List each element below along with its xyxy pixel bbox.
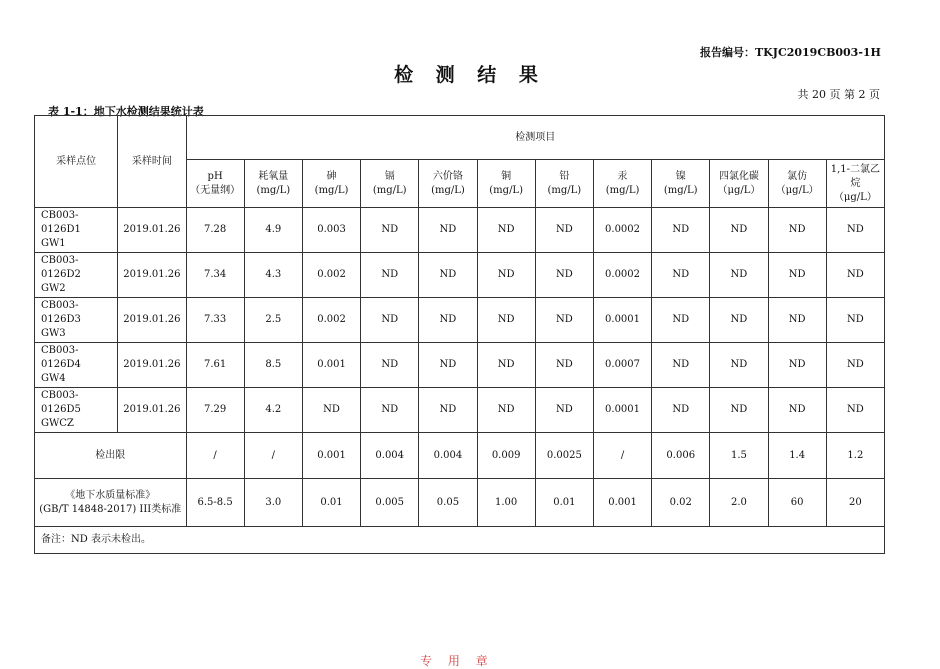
sampling-time-cell: 2019.01.26 [118,343,186,388]
page-number: 共 20 页 第 2 页 [797,88,880,101]
param-unit: （无量纲） [190,184,241,196]
value-cell: 0.0001 [593,388,651,433]
value-cell: 7.28 [186,208,244,253]
sampling-point-id: CB003-0126D1 [41,210,81,235]
value-cell: ND [768,208,826,253]
param-name: 镉 [384,170,395,182]
limit-cell: 0.004 [361,433,419,479]
value-cell: ND [826,388,884,433]
table-row [35,298,885,343]
value-cell: ND [361,253,419,298]
param-unit: （μg/L） [833,191,877,203]
value-cell: 4.2 [244,388,302,433]
value-cell: 0.002 [302,253,360,298]
value-cell: ND [768,298,826,343]
standard-cell: 6.5-8.5 [186,479,244,527]
sampling-point-well: GWCZ [41,418,74,429]
value-cell: ND [768,388,826,433]
standard-cell: 0.005 [361,479,419,527]
sampling-point-cell [35,343,118,388]
sampling-point-well: GW2 [41,283,66,294]
header-sampling-time: 采样时间 [118,116,186,208]
value-cell: ND [361,388,419,433]
value-cell: 0.0007 [593,343,651,388]
value-cell: ND [710,208,768,253]
sampling-point-id: CB003-0126D5 [41,390,81,415]
standard-cell: 0.01 [302,479,360,527]
param-name: 氯仿 [787,170,808,182]
sampling-point-id: CB003-0126D3 [41,300,81,325]
param-header [361,160,419,208]
value-cell: ND [652,298,710,343]
sampling-point-cell [35,298,118,343]
value-cell: ND [535,253,593,298]
standard-cell: 0.001 [593,479,651,527]
standard-row [35,479,885,527]
param-header [826,160,884,208]
param-unit: (mg/L) [605,184,640,196]
value-cell: 4.9 [244,208,302,253]
value-cell: ND [419,253,477,298]
detection-limit-row [35,433,885,479]
seal-stamp: 专 用 章 [420,654,494,668]
sampling-time-cell: 2019.01.26 [118,208,186,253]
limit-cell: / [186,433,244,479]
value-cell: ND [361,343,419,388]
standard-cell: 1.00 [477,479,535,527]
param-header [710,160,768,208]
value-cell: ND [652,208,710,253]
param-name: 六价铬 [432,170,463,182]
param-name: 1,1-二氯乙烷 [830,163,881,189]
limit-cell: 0.009 [477,433,535,479]
limit-cell: 1.2 [826,433,884,479]
param-unit: (mg/L) [372,184,407,196]
param-name: pH [207,170,223,182]
value-cell: ND [710,343,768,388]
param-name: 汞 [617,170,628,182]
value-cell: ND [652,388,710,433]
limit-cell: 1.5 [710,433,768,479]
limit-cell: 1.4 [768,433,826,479]
param-header [535,160,593,208]
standard-code: (GB/T 14848-2017) III类标准 [39,503,182,515]
param-header [768,160,826,208]
limit-cell: 0.001 [302,433,360,479]
param-unit: (mg/L) [431,184,465,196]
param-header [477,160,535,208]
note-row [35,527,885,554]
standard-cell: 0.05 [419,479,477,527]
limit-cell: / [244,433,302,479]
table-caption: 表 1-1：地下水检测结果统计表 [48,105,204,118]
value-cell: ND [302,388,360,433]
detection-limit-label: 检出限 [35,433,187,479]
param-name: 耗氧量 [258,170,289,182]
table-body [35,208,885,554]
standard-label [35,479,187,527]
value-cell: 8.5 [244,343,302,388]
value-cell: ND [826,343,884,388]
value-cell: 0.0002 [593,208,651,253]
limit-cell: 0.0025 [535,433,593,479]
value-cell: ND [535,343,593,388]
value-cell: 7.61 [186,343,244,388]
value-cell: 4.3 [244,253,302,298]
sampling-point-well: GW1 [41,238,66,249]
value-cell: ND [710,388,768,433]
value-cell: ND [419,298,477,343]
param-unit: （μg/L） [717,184,761,196]
param-header [593,160,651,208]
standard-cell: 0.02 [652,479,710,527]
header-sampling-point: 采样点位 [35,116,118,208]
table-row [35,253,885,298]
sampling-time-cell: 2019.01.26 [118,298,186,343]
value-cell: ND [477,253,535,298]
value-cell: ND [710,298,768,343]
value-cell: ND [652,253,710,298]
param-name: 四氯化碳 [718,170,759,182]
standard-cell: 20 [826,479,884,527]
value-cell: ND [361,298,419,343]
standard-cell: 2.0 [710,479,768,527]
sampling-point-id: CB003-0126D4 [41,345,81,370]
value-cell: ND [652,343,710,388]
value-cell: ND [477,343,535,388]
page-title: 检 测 结 果 [394,64,546,86]
value-cell: ND [826,253,884,298]
param-header [419,160,477,208]
header-test-items: 检测项目 [186,116,884,160]
param-header [652,160,710,208]
report-number: 报告编号：TKJC2019CB003-1H [700,46,881,59]
sampling-point-well: GW4 [41,373,66,384]
value-cell: ND [419,388,477,433]
limit-cell: / [593,433,651,479]
value-cell: ND [477,298,535,343]
param-name: 镍 [675,170,686,182]
sampling-point-well: GW3 [41,328,66,339]
value-cell: 7.29 [186,388,244,433]
param-unit: (mg/L) [663,184,698,196]
param-unit: (mg/L) [547,184,582,196]
value-cell: ND [710,253,768,298]
param-name: 铅 [559,170,570,182]
value-cell: ND [826,208,884,253]
limit-cell: 0.004 [419,433,477,479]
param-unit: （μg/L） [775,184,819,196]
standard-cell: 3.0 [244,479,302,527]
param-header [186,160,244,208]
param-header [244,160,302,208]
limit-cell: 0.006 [652,433,710,479]
value-cell: 0.003 [302,208,360,253]
value-cell: ND [826,298,884,343]
param-unit: (mg/L) [314,184,349,196]
value-cell: ND [535,298,593,343]
param-header [302,160,360,208]
note-text: 备注：ND 表示未检出。 [35,527,885,554]
param-name: 铜 [501,170,512,182]
param-name: 砷 [326,170,337,182]
sampling-point-cell [35,253,118,298]
value-cell: 7.33 [186,298,244,343]
value-cell: 0.002 [302,298,360,343]
value-cell: 7.34 [186,253,244,298]
sampling-point-cell [35,388,118,433]
value-cell: ND [361,208,419,253]
sampling-point-cell [35,208,118,253]
value-cell: ND [535,388,593,433]
value-cell: ND [477,388,535,433]
results-table [34,115,885,554]
standard-cell: 60 [768,479,826,527]
value-cell: ND [768,253,826,298]
value-cell: ND [535,208,593,253]
value-cell: 2.5 [244,298,302,343]
value-cell: 0.001 [302,343,360,388]
param-unit: (mg/L) [256,184,291,196]
table-row [35,343,885,388]
value-cell: 0.0001 [593,298,651,343]
table-row [35,208,885,253]
value-cell: 0.0002 [593,253,651,298]
value-cell: ND [419,208,477,253]
standard-cell: 0.01 [535,479,593,527]
param-unit: (mg/L) [489,184,523,196]
value-cell: ND [768,343,826,388]
sampling-point-id: CB003-0126D2 [41,255,81,280]
sampling-time-cell: 2019.01.26 [118,388,186,433]
value-cell: ND [419,343,477,388]
standard-name: 《地下水质量标准》 [65,489,156,501]
sampling-time-cell: 2019.01.26 [118,253,186,298]
value-cell: ND [477,208,535,253]
table-row [35,388,885,433]
